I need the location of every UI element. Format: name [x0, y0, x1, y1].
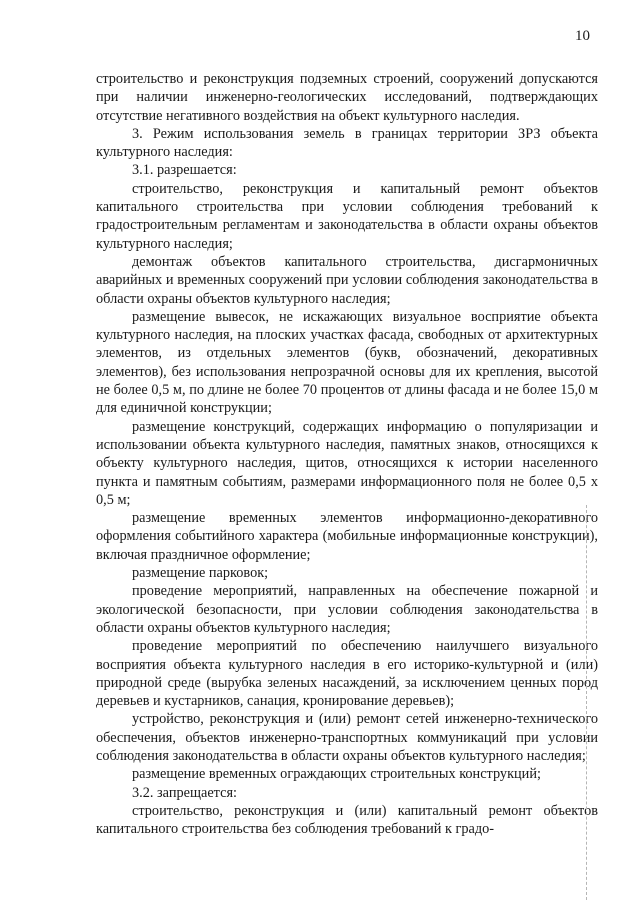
paragraph: размещение временных элементов информационно-декоративного оформления событийного характера (мобильные информационные конструкции), включая праздничное оформление; — [96, 510, 598, 563]
paragraph: размещение вывесок, не искажающих визуальное восприятие объекта культурного наследия, на плоских участках фасада, свободных от архитектурных элементов, из отдельных элементов (букв, обозначений, декоративных элементов), без использования непрозрачной основы для их крепления, высотой не более 0,5 м, по длине не более 70 процентов от длины фасада и не более 15,0 м для единичной конструкции; — [96, 308, 598, 417]
paragraph: размещение временных ограждающих строительных конструкций; — [132, 766, 541, 783]
paragraph: устройство, реконструкция и (или) ремонт сетей инженерно-технического обеспечения, объектов инженерно-транспортных коммуникаций при условии соблюдения законодательства в области охраны объектов культурного наследия; — [96, 711, 598, 764]
paragraph: проведение мероприятий, направленных на обеспечение пожарной и экологической безопасности, при условии соблюдения законодательства в области охраны объектов культурного наследия; — [96, 583, 598, 636]
paragraph: строительство и реконструкция подземных строений, сооружений допускаются при наличии инженерно-геологических исследований, подтверждающих отсутствие негативного воздействия на объект культурного наследия. — [96, 71, 598, 124]
paragraph: демонтаж объектов капитального строительства, дисгармоничных аварийных и временных сооружений при условии соблюдения законодательства в области охраны объектов культурного наследия; — [96, 253, 598, 307]
paragraph: строительство, реконструкция и капитальный ремонт объектов капитального строительства при условии соблюдения требований к градостроительным регламентам и законодательства в области охраны объектов культурного наследия; — [96, 180, 598, 252]
paragraph: строительство, реконструкция и (или) капитальный ремонт объектов капитального строительства без соблюдения требований к градо- — [96, 802, 598, 838]
paragraph: проведение мероприятий по обеспечению наилучшего визуального восприятия объекта культурного наследия в его историко-культурной и (или) природной среде (вырубка зеленых насаждений, за исключением ценных пород деревьев и кустарников, санация, кронирование деревьев); — [96, 638, 598, 710]
paragraph: 3.1. разрешается: — [132, 162, 237, 179]
scan-artifact-line — [586, 505, 587, 900]
document-body — [96, 70, 598, 838]
paragraph: размещение парковок; — [132, 565, 269, 582]
paragraph: 3. Режим использования земель в границах территории ЗРЗ объекта культурного наследия: — [96, 125, 598, 161]
page-number: 10 — [575, 28, 590, 44]
paragraph: 3.2. запрещается: — [132, 784, 237, 801]
paragraph: размещение конструкций, содержащих информацию о популяризации и использовании объекта культурного наследия, памятных знаков, относящихся к объекту культурного наследия, щитов, относящихся к истории населенного пункта и памятным событиям, размерами информационного поля не более 0,5 х 0,5 м; — [96, 418, 598, 508]
